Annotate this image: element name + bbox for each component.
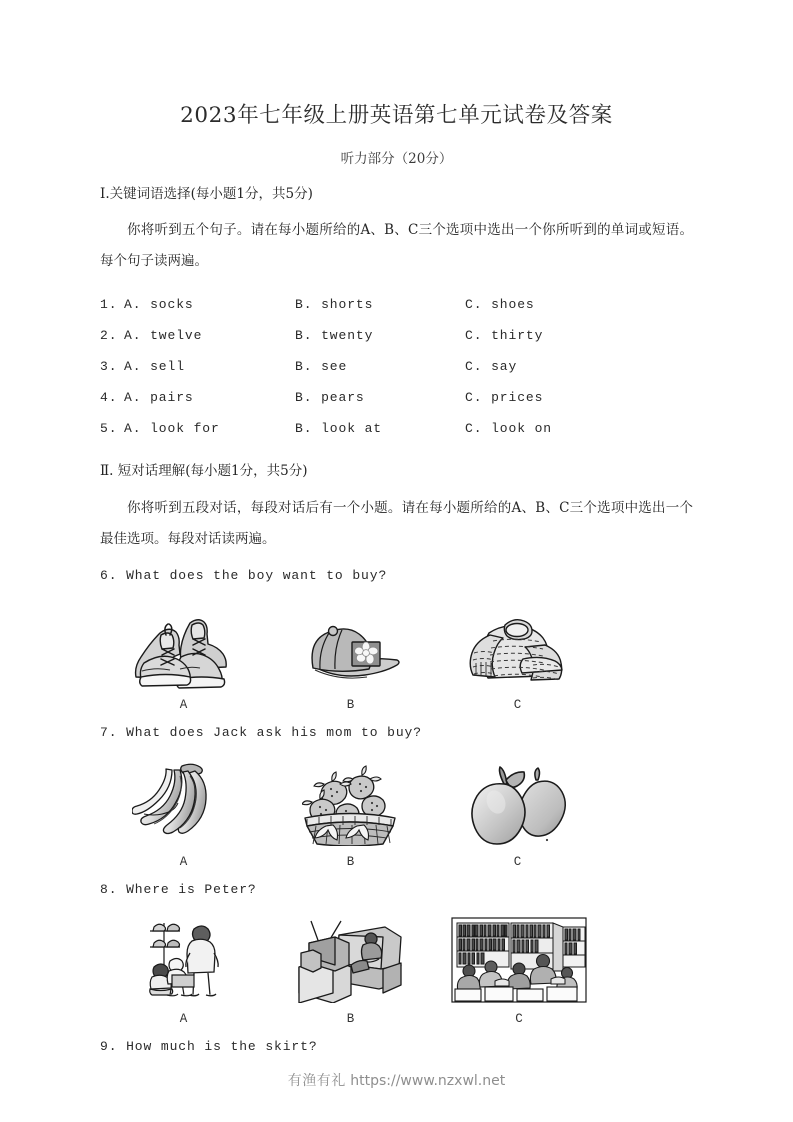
question-text: 8. Where is Peter? bbox=[100, 881, 257, 897]
section-2-heading: Ⅱ. 短对话理解(每小题1分，共5分) bbox=[100, 463, 308, 480]
option-b[interactable]: B. pears bbox=[295, 390, 365, 406]
question-8 bbox=[100, 869, 693, 1026]
choice-label: B bbox=[346, 1011, 355, 1026]
bananas-image bbox=[132, 754, 236, 846]
footer-brand: 有渔有礼 bbox=[287, 1073, 346, 1089]
shoe-store-scene-image bbox=[142, 911, 226, 1003]
choice-label: B bbox=[346, 854, 355, 869]
choice-label: A bbox=[179, 697, 188, 712]
option-a[interactable]: A. pairs bbox=[124, 390, 194, 406]
question-number: 4. bbox=[100, 390, 118, 406]
question-number: 3. bbox=[100, 359, 118, 375]
answer-image-row bbox=[100, 747, 693, 869]
choice-label: C bbox=[513, 697, 522, 712]
option-a[interactable]: A. look for bbox=[124, 421, 220, 437]
table-row bbox=[100, 382, 693, 413]
library-scene-image bbox=[451, 911, 587, 1003]
table-row bbox=[100, 413, 693, 444]
choice-label: C bbox=[513, 854, 522, 869]
question-7 bbox=[100, 712, 693, 869]
living-room-tv-scene-image bbox=[295, 911, 407, 1003]
choice-c[interactable] bbox=[434, 597, 601, 712]
choice-b[interactable] bbox=[267, 911, 434, 1026]
choice-label: A bbox=[179, 1011, 188, 1026]
answer-image-row bbox=[100, 590, 693, 712]
answer-image-row bbox=[100, 904, 693, 1026]
option-c[interactable]: C. thirty bbox=[465, 328, 544, 344]
option-b[interactable]: B. twenty bbox=[295, 328, 374, 344]
option-c[interactable]: C. say bbox=[465, 359, 518, 375]
choice-b[interactable] bbox=[267, 754, 434, 869]
section-2-instruction: 你将听到五段对话，每段对话后有一个小题。请在每小题所给的A、B、C三个选项中选出一个最佳选项。每段对话读两遍。 bbox=[100, 499, 693, 547]
option-a[interactable]: A. socks bbox=[124, 297, 194, 313]
question-text: 7. What does Jack ask his mom to buy? bbox=[100, 724, 422, 740]
choice-a[interactable] bbox=[100, 911, 267, 1026]
option-b[interactable]: B. look at bbox=[295, 421, 383, 437]
option-a[interactable]: A. twelve bbox=[124, 328, 203, 344]
option-c[interactable]: C. prices bbox=[465, 390, 544, 406]
question-6 bbox=[100, 555, 693, 712]
table-row bbox=[100, 289, 693, 320]
choice-a[interactable] bbox=[100, 754, 267, 869]
option-b[interactable]: B. shorts bbox=[295, 297, 374, 313]
apples-image bbox=[466, 754, 570, 846]
choice-a[interactable] bbox=[100, 597, 267, 712]
table-row bbox=[100, 320, 693, 351]
baseball-cap-image bbox=[297, 597, 405, 689]
question-9 bbox=[100, 1026, 693, 1061]
choice-c[interactable] bbox=[434, 911, 604, 1026]
option-c[interactable]: C. look on bbox=[465, 421, 553, 437]
page-title: 2023年七年级上册英语第七单元试卷及答案 bbox=[180, 103, 613, 128]
question-number: 5. bbox=[100, 421, 118, 437]
option-b[interactable]: B. see bbox=[295, 359, 348, 375]
choice-b[interactable] bbox=[267, 597, 434, 712]
striped-sweater-image bbox=[465, 597, 571, 689]
section-1-instruction: 你将听到五个句子。请在每小题所给的A、B、C三个选项中选出一个你所听到的单词或短语。每个句子读两遍。 bbox=[100, 222, 693, 270]
word-question-list bbox=[100, 277, 693, 444]
shoes-pair-image bbox=[130, 597, 238, 689]
option-a[interactable]: A. sell bbox=[124, 359, 185, 375]
table-row bbox=[100, 351, 693, 382]
question-number: 2. bbox=[100, 328, 118, 344]
page-subtitle: 听力部分（20分） bbox=[340, 151, 453, 167]
question-number: 1. bbox=[100, 297, 118, 313]
question-text: 9. How much is the skirt? bbox=[100, 1038, 318, 1054]
choice-label: A bbox=[179, 854, 188, 869]
choice-c[interactable] bbox=[434, 754, 601, 869]
choice-label: C bbox=[515, 1011, 523, 1026]
footer-watermark bbox=[0, 1070, 793, 1090]
option-c[interactable]: C. shoes bbox=[465, 297, 535, 313]
footer-url: https://www.nzxwl.net bbox=[350, 1073, 506, 1089]
section-1-heading: Ⅰ.关键词语选择(每小题1分，共5分) bbox=[100, 186, 313, 202]
question-text: 6. What does the boy want to buy? bbox=[100, 567, 388, 583]
choice-label: B bbox=[346, 697, 355, 712]
strawberry-basket-image bbox=[302, 754, 400, 846]
